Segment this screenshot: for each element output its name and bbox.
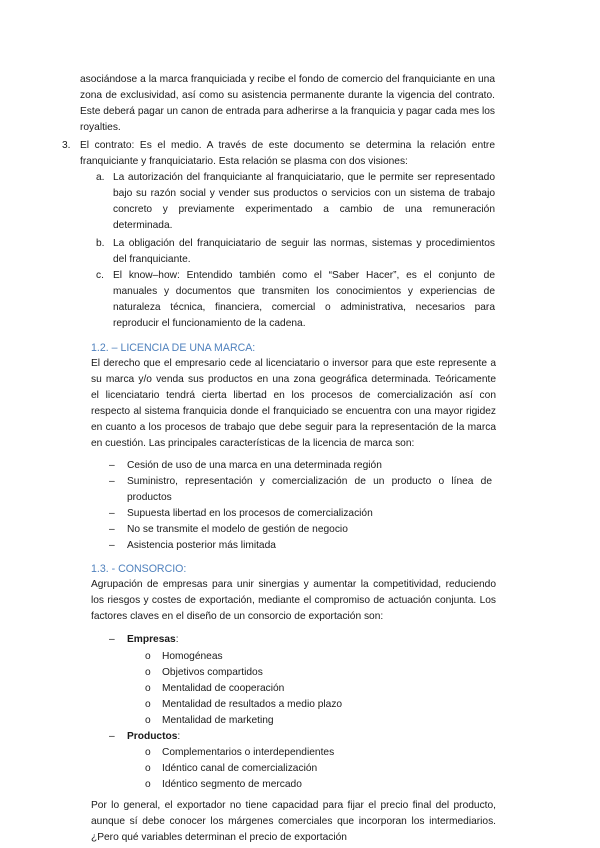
sublist-line: determinada. [113,220,173,231]
paragraph-line: respecto al sistema franquicia donde el franquiciado se encuentra con una mayor rigidez [91,406,496,417]
section-heading: 1.2. – LICENCIA DE UNA MARCA: [91,342,256,354]
list-item: Complementarios o interdependientes [162,747,335,758]
list-item-line: El contrato: Es el medio. A través de este documento se determina la relación entre [80,140,495,151]
list-item: Asistencia posterior más limitada [127,540,276,551]
group-title: Empresas [127,634,176,645]
sublist-line: reproducir el funcionamiento de la cadena. [113,318,306,329]
paragraph-line: en cuanto a los procesos de trabajo que debe seguir para la representación de la marca [91,422,496,433]
paragraph-line: el licenciatario tendrá cierta libertad en los procesos de comercialización así con [91,390,496,401]
group-label [127,632,179,648]
list-item: productos [127,492,172,503]
list-item: Idéntico segmento de mercado [162,779,302,790]
list-number: 3. [62,140,71,151]
sublist-line: manuales y documentos que transmiten los conocimientos y experiencias de [113,286,495,297]
list-item: Homogéneas [162,651,223,662]
sublist-marker: a. [96,172,105,183]
paragraph-line: factores claves en el diseño de un consorcio de exportación son: [91,611,384,622]
sublist-line: concreto y previamente experimentado a cambio de una remuneración [113,204,495,215]
circle-bullet: o [145,779,151,790]
group-title: Productos [127,731,178,742]
list-item: Mentalidad de marketing [162,715,274,726]
paragraph-line: los riesgos y costes de exportación, mediante el compromiso de actuación conjunta. Los [91,595,496,606]
paragraph-line: El derecho que el empresario cede al licenciatario o inversor para que este represente a [91,358,496,369]
list-item: Idéntico canal de comercialización [162,763,318,774]
dash-bullet: – [109,731,115,742]
dash-bullet: – [109,634,115,645]
list-item-line: franquiciante y franquiciatario. Esta relación se plasma con dos visiones: [80,156,408,167]
list-item: Cesión de uso de una marca en una determinada región [127,460,382,471]
circle-bullet: o [145,747,151,758]
paragraph-line: en cuestión. Las principales características de la licencia de marca son: [91,438,415,449]
sublist-line: bajo su razón social y vender sus productos o servicios con un sistema de trabajo [113,188,495,199]
paragraph-line: aunque sí debe conocer los márgenes comerciales que incorporan los intermediarios. [91,816,496,827]
section-heading: 1.3. - CONSORCIO: [91,563,187,575]
paragraph-line: ¿Pero qué variables determinan el precio de exportación [91,832,347,843]
group-label [127,729,180,745]
paragraph-line: Por lo general, el exportador no tiene capacidad para fijar el precio final del producto, [91,800,496,811]
sublist-line: La obligación del franquiciatario de seguir las normas, sistemas y procedimientos [113,238,495,249]
circle-bullet: o [145,667,151,678]
dash-bullet: – [109,540,115,551]
sublist-line: El know–how: Entendido también como el “Saber Hacer”, es el conjunto de [113,270,495,281]
sublist-marker: c. [96,270,104,281]
list-item: Mentalidad de cooperación [162,683,285,694]
circle-bullet: o [145,763,151,774]
list-item: Supuesta libertad en los procesos de comercialización [127,508,373,519]
list-item: Mentalidad de resultados a medio plazo [162,699,343,710]
paragraph-line: royalties. [80,122,121,133]
list-item: No se transmite el modelo de gestión de negocio [127,524,348,535]
circle-bullet: o [145,651,151,662]
group-colon: : [175,634,179,645]
circle-bullet: o [145,683,151,694]
circle-bullet: o [145,715,151,726]
sublist-line: La autorización del franquiciante al franquiciatario, que le permite ser representado [113,172,495,183]
sublist-marker: b. [96,238,105,249]
dash-bullet: – [109,524,115,535]
list-item: Suministro, representación y comercialización de un producto o línea de [127,476,492,487]
circle-bullet: o [145,699,151,710]
paragraph-line: zona de exclusividad, así como su asistencia permanente durante la vigencia del contrato. [80,90,495,101]
paragraph-line: su marca y/o venda sus productos en una zona geográfica determinada. Teóricamente [91,374,496,385]
group-colon: : [177,731,181,742]
dash-bullet: – [109,508,115,519]
paragraph-line: asociándose a la marca franquiciada y recibe el fondo de comercio del franquiciante en una [80,74,495,85]
dash-bullet: – [109,460,115,471]
paragraph-line: Este deberá pagar un canon de entrada para adherirse a la franquicia y pagar cada mes los [80,106,495,117]
sublist-line: naturaleza técnica, financiera, comercial o administrativa, necesarios para [113,302,495,313]
sublist-line: del franquiciante. [113,254,191,265]
paragraph-line: Agrupación de empresas para unir sinergias y aumentar la competitividad, reduciendo [91,579,496,590]
list-item: Objetivos compartidos [162,667,263,678]
dash-bullet: – [109,476,115,487]
